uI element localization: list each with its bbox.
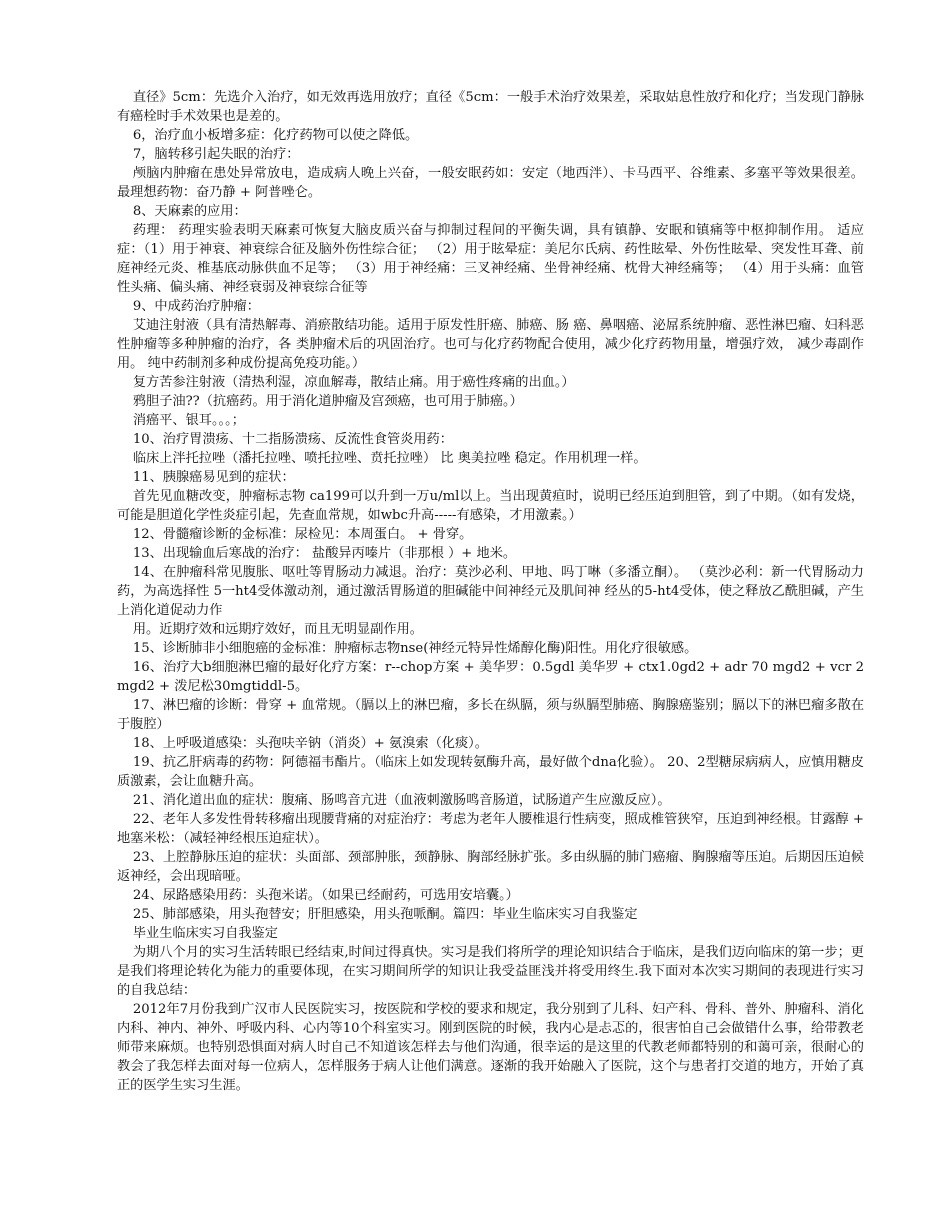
paragraph: 为期八个月的实习生活转眼已经结束,时间过得真快。实习是我们将所学的理论知识结合于临床，是我们迈向临床的第一步；更是我们将理论转化为能力的重要体现，在实习期间所学的知识让我受益匪浅并将受用终生.我下面对本次实习期间的表现进行实习的自我总结： <box>117 945 864 998</box>
paragraph: 23、上腔静脉压迫的症状：头面部、颈部肿胀，颈静脉、胸部经脉扩张。多由纵膈的肺门癌瘤、胸腺瘤等压迫。后期因压迫候返神经，会出现暗哑。 <box>117 850 864 884</box>
paragraph: 复方苦参注射液（清热利湿，凉血解毒，散结止痛。用于癌性疼痛的出血。） <box>132 375 575 390</box>
paragraph: 临床上泮托拉唑（潘托拉唑、喷托拉唑、贲托拉唑） 比 奥美拉唑 稳定。作用机理一样。 <box>132 451 647 466</box>
paragraph: 10、治疗胃溃疡、十二指肠溃疡、反流性食管炎用药： <box>132 432 453 447</box>
paragraph: 颅脑内肿瘤在患处异常放电，造成病人晚上兴奋，一般安眠药如：安定（地西泮）、卡马西平、谷维素、多塞平等效果很差。最理想药物：奋乃静 + 阿普唑仑。 <box>117 166 864 200</box>
paragraph: 用。近期疗效和远期疗效好，而且无明显副作用。 <box>132 622 423 637</box>
paragraph: 19、抗乙肝病毒的药物：阿德福韦酯片。（临床上如发现转氨酶升高，最好做个dna化验）。 20、2型糖尿病病人，应慎用糖皮质激素，会让血糖升高。 <box>117 755 864 789</box>
paragraph: 14、在肿瘤科常见腹胀、呕吐等胃肠动力减退。治疗：莫沙必利、甲地、吗丁啉（多潘立酮）。 （莫沙必利：新一代胃肠动力药，为高选择性 5一ht4受体激动剂，通过激活胃肠道的胆碱能中间神经元及肌间神 经丛的5-ht4受体，使之释放乙酰胆碱，产生上消化道促动力作 <box>117 565 864 618</box>
paragraph: 艾迪注射液（具有清热解毒、消瘀散结功能。适用于原发性肝癌、肺癌、肠 癌、鼻咽癌、泌屌系统肿瘤、恶性淋巴瘤、妇科恶性肿瘤等多种肿瘤的治疗，各 类肿瘤术后的巩固治疗。也可与化疗药物配合使用，减少化疗药物用量，增强疗效， 减少毒副作用。 纯中药制剂多种成份提高免疫功能。） <box>117 318 864 371</box>
paragraph: 6，治疗血小板增多症：化疗药物可以使之降低。 <box>132 128 419 143</box>
paragraph: 25、肺部感染，用头孢替安；肝胆感染，用头孢哌酮。篇四：毕业生临床实习自我鉴定 <box>132 907 638 922</box>
paragraph: 24、尿路感染用药：头孢米诺。（如果已经耐药，可选用安培囊。） <box>132 888 519 903</box>
paragraph: 15、诊断肺非小细胞癌的金标准：肿瘤标志物nse(神经元特异性烯醇化酶)阳性。用化疗很敏感。 <box>132 641 698 656</box>
paragraph: 8、天麻素的应用： <box>132 204 247 219</box>
paragraph: 12、骨髓瘤诊断的金标准：尿检见：本周蛋白。 + 骨穿。 <box>132 527 473 542</box>
paragraph: 13、出现输血后寒战的治疗： 盐酸异丙嗪片（非那根 ）+ 地米。 <box>132 546 517 561</box>
paragraph: 消癌平、银耳。。。； <box>132 413 245 428</box>
paragraph: 药理： 药理实验表明天麻素可恢复大脑皮质兴奋与抑制过程间的平衡失调，具有镇静、安眠和镇痛等中枢抑制作用。 适应症：（1）用于神衰、神衰综合征及脑外伤性综合征； （2）用于眩晕症：美尼尔氏病、药性眩晕、外伤性眩晕、突发性耳聋、前庭神经元炎、椎基底动脉供血不足等； （3）用于神经痛：三叉神经痛、坐骨神经痛、枕骨大神经痛等； （4）用于头痛：血管性头痛、偏头痛、神经衰弱及神衰综合征等 <box>117 223 864 295</box>
paragraph: 9、中成药治疗肿瘤： <box>132 299 260 314</box>
paragraph: 18、上呼吸道感染：头孢呋辛钠（消炎）+ 氨溴索（化痰）。 <box>132 736 488 751</box>
paragraph: 17、淋巴瘤的诊断：骨穿 + 血常规。（膈以上的淋巴瘤，多长在纵膈，须与纵膈型肺癌、胸腺癌鉴别；膈以下的淋巴瘤多散在于腹腔） <box>117 698 864 732</box>
paragraph: 2012年7月份我到广汉市人民医院实习，按医院和学校的要求和规定，我分别到了儿科、妇产科、骨科、普外、肿瘤科、消化内科、神内、神外、呼吸内科、心内等10个科室实习。刚到医院的时候，我内心是忐忑的，很害怕自己会做错什么事，给带教老师带来麻烦。也特别恐惧面对病人时自己不知道该怎样去与他们沟通，很幸运的是这里的代教老师都特别的和蔼可亲，很耐心的教会了我怎样去面对每一位病人，怎样服务于病人让他们满意。逐渐的我开始融入了医院，这个与患者打交道的地方，开始了真正的医学生实习生涯。 <box>117 1002 864 1093</box>
paragraph: 11、胰腺癌易见到的症状： <box>132 470 295 485</box>
paragraph: 直径》5cm：先选介入治疗，如无效再选用放疗；直径《5cm：一般手术治疗效果差，采取姑息性放疗和化疗；当发现门静脉有癌栓时手术效果也是差的。 <box>117 90 864 124</box>
paragraph: 16、治疗大b细胞淋巴瘤的最好化疗方案：r--chop方案 + 美华罗：0.5gdl 美华罗 + ctx1.0gd2 + adr 70 mgd2 + vcr 2mgd2 + 泼尼松30mgtiddl-5。 <box>117 660 864 694</box>
paragraph: 21、消化道出血的症状：腹痛、肠鸣音亢进（血液刺激肠鸣音肠道，试肠道产生应激反应）。 <box>132 793 671 808</box>
section-heading: 毕业生临床实习自我鉴定 <box>132 926 278 941</box>
paragraph: 22、老年人多发性骨转移瘤出现腰背痛的对症治疗：考虑为老年人腰椎退行性病变，照成椎管狭窄，压迫到神经根。甘露醇 + 地塞米松：（减轻神经根压迫症状）。 <box>117 812 864 846</box>
paragraph: 7，脑转移引起失眠的治疗： <box>132 147 300 162</box>
paragraph: 鸦胆子油??（抗癌药。用于消化道肿瘤及宫颈癌，也可用于肺癌。） <box>132 394 523 409</box>
paragraph: 首先见血糖改变，肿瘤标志物 ca199可以升到一万u/ml以上。当出现黄疸时，说明已经压迫到胆管，到了中期。（如有发烧，可能是胆道化学性炎症引起，先查血常规，如wbc升高-----有感染，才用激素。） <box>117 489 864 523</box>
